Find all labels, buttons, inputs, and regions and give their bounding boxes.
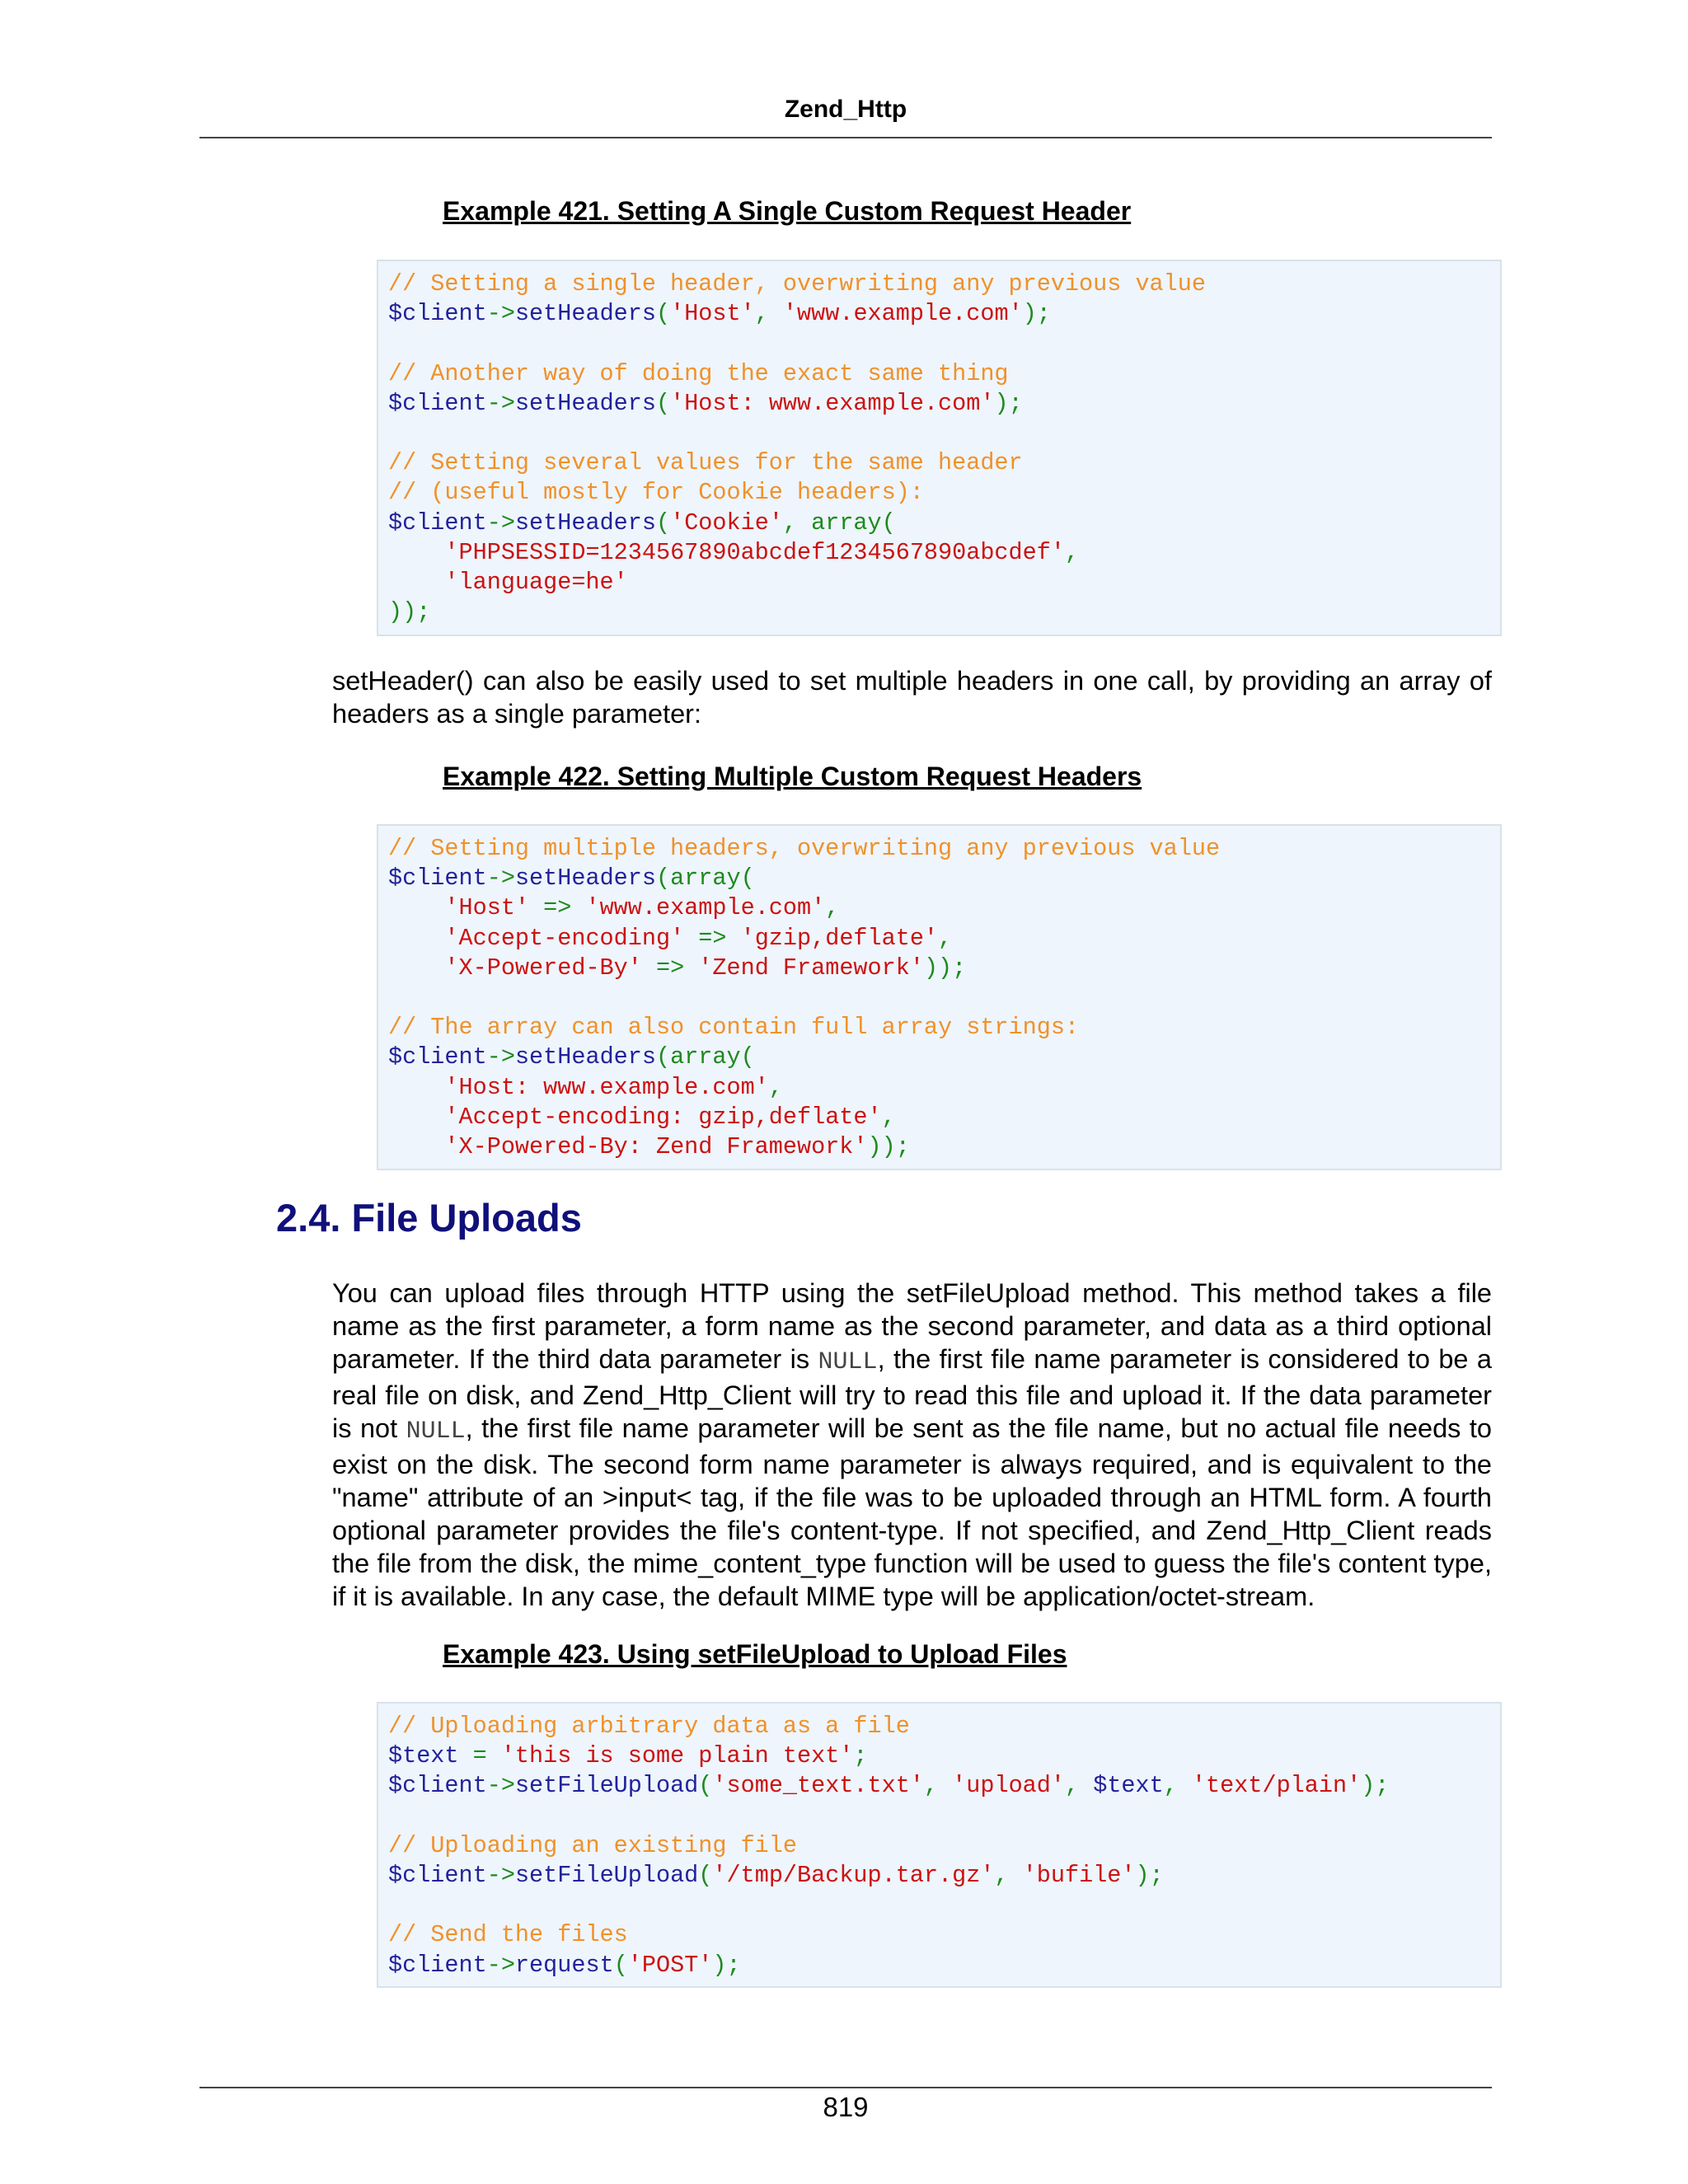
code-punctuation: -> bbox=[486, 865, 515, 893]
code-line bbox=[388, 329, 1490, 359]
code-punctuation: , bbox=[881, 1103, 896, 1131]
code-line bbox=[388, 1951, 1490, 1980]
code-punctuation: ); bbox=[1361, 1772, 1390, 1800]
code-comment: // Another way of doing the exact same thing bbox=[388, 359, 1009, 387]
code-block-example-421 bbox=[377, 260, 1502, 636]
code-comment: // Setting several values for the same header bbox=[388, 449, 1023, 477]
code-punctuation: , bbox=[1065, 1772, 1094, 1800]
code-string: 'language=he' bbox=[444, 568, 628, 596]
code-punctuation: )); bbox=[923, 954, 967, 982]
code-punctuation bbox=[388, 539, 444, 566]
code-line bbox=[388, 893, 1490, 923]
code-string: 'PHPSESSID=1234567890abcdef1234567890abcdef' bbox=[444, 538, 1065, 566]
code-string: 'gzip,deflate' bbox=[740, 924, 939, 952]
header-divider bbox=[199, 137, 1492, 138]
code-string: 'Cookie' bbox=[670, 509, 783, 537]
code-punctuation: ); bbox=[712, 1951, 741, 1979]
code-line bbox=[388, 1073, 1490, 1103]
code-punctuation: , bbox=[994, 1861, 1023, 1889]
code-string: 'Host: www.example.com' bbox=[444, 1073, 769, 1101]
code-line bbox=[388, 269, 1490, 299]
code-identifier: setFileUpload bbox=[514, 1861, 699, 1889]
code-punctuation: ( bbox=[698, 1772, 713, 1800]
code-line bbox=[388, 538, 1490, 568]
code-string: 'Accept-encoding' bbox=[444, 924, 685, 952]
code-line bbox=[388, 1891, 1490, 1920]
code-string: 'Zend Framework' bbox=[698, 954, 924, 982]
code-punctuation: , bbox=[768, 1073, 783, 1101]
code-identifier: setHeaders bbox=[514, 300, 656, 328]
code-identifier: $client bbox=[388, 509, 487, 537]
code-punctuation: , bbox=[1163, 1772, 1192, 1800]
code-line bbox=[388, 509, 1490, 538]
running-header: Zend_Http bbox=[784, 96, 907, 123]
code-line bbox=[388, 1712, 1490, 1741]
code-punctuation: => bbox=[684, 924, 741, 952]
code-string: '/tmp/Backup.tar.gz' bbox=[712, 1861, 995, 1889]
code-line bbox=[388, 1771, 1490, 1801]
code-punctuation: ); bbox=[1135, 1861, 1164, 1889]
code-punctuation: , bbox=[825, 894, 840, 922]
code-line bbox=[388, 299, 1490, 329]
code-comment: // Setting multiple headers, overwriting any previous value bbox=[388, 835, 1221, 862]
code-line bbox=[388, 1741, 1490, 1771]
code-string: 'X-Powered-By' bbox=[444, 954, 642, 982]
code-string: 'upload' bbox=[952, 1772, 1065, 1800]
code-punctuation bbox=[388, 1133, 444, 1160]
code-punctuation: ( bbox=[698, 1861, 713, 1889]
example-423-title: Example 423. Using setFileUpload to Upload Files bbox=[443, 1639, 1067, 1669]
code-line bbox=[388, 359, 1490, 389]
code-punctuation: -> bbox=[486, 389, 515, 417]
code-identifier: $client bbox=[388, 1951, 487, 1979]
code-punctuation: -> bbox=[486, 1043, 515, 1071]
code-identifier: $client bbox=[388, 1861, 487, 1889]
code-string: 'bufile' bbox=[1022, 1861, 1136, 1889]
code-punctuation: (array( bbox=[655, 865, 755, 893]
example-422-title: Example 422. Setting Multiple Custom Request Headers bbox=[443, 762, 1142, 791]
code-punctuation: ); bbox=[1022, 300, 1051, 328]
code-punctuation: -> bbox=[486, 1861, 515, 1889]
code-string: 'X-Powered-By: Zend Framework' bbox=[444, 1132, 868, 1160]
code-line bbox=[388, 568, 1490, 598]
code-line bbox=[388, 983, 1490, 1013]
paragraph-text: You can upload files through HTTP using the setFileUpload method. This method takes a file name as the first parameter, a form name as the second parameter, and data as a third optional parameter. If the third data parameter is bbox=[332, 1278, 1492, 1374]
code-identifier: setFileUpload bbox=[514, 1772, 699, 1800]
code-string: 'text/plain' bbox=[1191, 1772, 1362, 1800]
code-line bbox=[388, 1861, 1490, 1891]
code-punctuation bbox=[388, 569, 444, 596]
code-punctuation bbox=[388, 1074, 444, 1101]
page-number: 819 bbox=[823, 2092, 869, 2122]
code-comment: // Uploading arbitrary data as a file bbox=[388, 1713, 910, 1740]
paragraph-text: , the first file name parameter will be sent as the file name, but no actual file needs to exist on the disk. The second form name parameter is always required, and is equivalent to the "name" attribute of an >input< tag, if the file was to be uploaded through an HTML form. A fourth optional parameter provides the file's content-type. If not specified, and Zend_Http_Client reads the file from the disk, the mime_content_type function will be used to guess the file's content type, if it is available. In any case, the default MIME type will be application/octet-stream. bbox=[332, 1413, 1492, 1611]
code-punctuation bbox=[388, 894, 444, 921]
code-identifier: request bbox=[514, 1951, 614, 1979]
code-line bbox=[388, 1013, 1490, 1043]
code-string: 'some_text.txt' bbox=[712, 1772, 924, 1800]
code-comment: // Uploading an existing file bbox=[388, 1831, 797, 1859]
code-punctuation bbox=[388, 954, 444, 982]
code-identifier: setHeaders bbox=[514, 1043, 656, 1071]
code-line bbox=[388, 419, 1490, 448]
code-line bbox=[388, 1103, 1490, 1132]
code-identifier: $client bbox=[388, 300, 487, 328]
code-identifier: $client bbox=[388, 865, 487, 893]
code-identifier: setHeaders bbox=[514, 389, 656, 417]
code-punctuation: ( bbox=[655, 509, 671, 537]
code-punctuation: ( bbox=[655, 389, 671, 417]
code-string: 'www.example.com' bbox=[782, 300, 1023, 328]
code-comment: // Setting a single header, overwriting any previous value bbox=[388, 270, 1206, 298]
code-string: 'Accept-encoding: gzip,deflate' bbox=[444, 1103, 882, 1131]
footer-divider bbox=[199, 2087, 1492, 2088]
code-punctuation bbox=[388, 1104, 444, 1131]
code-block-example-422 bbox=[377, 824, 1502, 1170]
code-string: 'Host' bbox=[444, 894, 530, 922]
code-identifier: $client bbox=[388, 389, 487, 417]
code-punctuation: -> bbox=[486, 509, 515, 537]
code-identifier: $client bbox=[388, 1043, 487, 1071]
code-punctuation: , bbox=[923, 1772, 953, 1800]
code-punctuation: (array( bbox=[655, 1043, 755, 1071]
code-identifier: setHeaders bbox=[514, 509, 656, 537]
code-punctuation: => bbox=[641, 954, 699, 982]
paragraph-file-uploads bbox=[332, 1277, 1492, 1613]
code-line bbox=[388, 389, 1490, 419]
code-punctuation: , bbox=[754, 300, 783, 328]
code-string: 'www.example.com' bbox=[585, 894, 826, 922]
section-heading: 2.4. File Uploads bbox=[276, 1196, 582, 1240]
paragraph-set-header: setHeader() can also be easily used to set multiple headers in one call, by providing an array of headers as a single parameter: bbox=[332, 666, 1492, 729]
code-punctuation: ); bbox=[994, 389, 1023, 417]
code-identifier: $text bbox=[1093, 1772, 1164, 1800]
code-punctuation: => bbox=[529, 894, 586, 922]
code-punctuation: -> bbox=[486, 1951, 515, 1979]
code-comment: // The array can also contain full array strings: bbox=[388, 1014, 1080, 1042]
code-identifier: setHeaders bbox=[514, 865, 656, 893]
code-line bbox=[388, 1132, 1490, 1162]
code-identifier: $text bbox=[388, 1742, 459, 1770]
code-punctuation: -> bbox=[486, 1772, 515, 1800]
code-line bbox=[388, 448, 1490, 478]
code-punctuation: -> bbox=[486, 300, 515, 328]
code-punctuation: ; bbox=[853, 1742, 868, 1770]
code-line bbox=[388, 598, 1490, 627]
code-punctuation: )); bbox=[388, 598, 431, 626]
code-string: 'POST' bbox=[627, 1951, 713, 1979]
code-line bbox=[388, 924, 1490, 954]
code-punctuation: )); bbox=[867, 1132, 910, 1160]
code-punctuation: , bbox=[1064, 538, 1080, 566]
code-line bbox=[388, 954, 1490, 983]
code-line bbox=[388, 834, 1490, 864]
code-identifier: $client bbox=[388, 1772, 487, 1800]
code-comment: // Send the files bbox=[388, 1921, 628, 1949]
code-line bbox=[388, 1802, 1490, 1831]
code-punctuation: , array( bbox=[782, 509, 896, 537]
code-string: 'this is some plain text' bbox=[500, 1742, 854, 1770]
code-punctuation: ( bbox=[613, 1951, 628, 1979]
code-comment: // (useful mostly for Cookie headers): bbox=[388, 479, 924, 507]
example-421-title: Example 421. Setting A Single Custom Request Header bbox=[443, 196, 1132, 226]
code-line bbox=[388, 864, 1490, 893]
null-literal: NULL bbox=[818, 1348, 878, 1376]
code-string: 'Host' bbox=[670, 300, 755, 328]
code-line bbox=[388, 1831, 1490, 1861]
code-punctuation: , bbox=[938, 924, 953, 952]
null-literal: NULL bbox=[406, 1418, 466, 1446]
code-punctuation: ( bbox=[655, 300, 671, 328]
paragraph-text: , the first file name parameter is considered to be a real file on disk, and Zend_Http_Client will try to read this file and upload it. If the data parameter is not bbox=[332, 1344, 1492, 1443]
code-line bbox=[388, 1043, 1490, 1072]
code-block-example-423 bbox=[377, 1702, 1502, 1988]
code-punctuation bbox=[388, 925, 444, 952]
code-line bbox=[388, 478, 1490, 508]
code-punctuation: = bbox=[458, 1742, 501, 1770]
code-string: 'Host: www.example.com' bbox=[670, 389, 995, 417]
code-line bbox=[388, 1920, 1490, 1950]
